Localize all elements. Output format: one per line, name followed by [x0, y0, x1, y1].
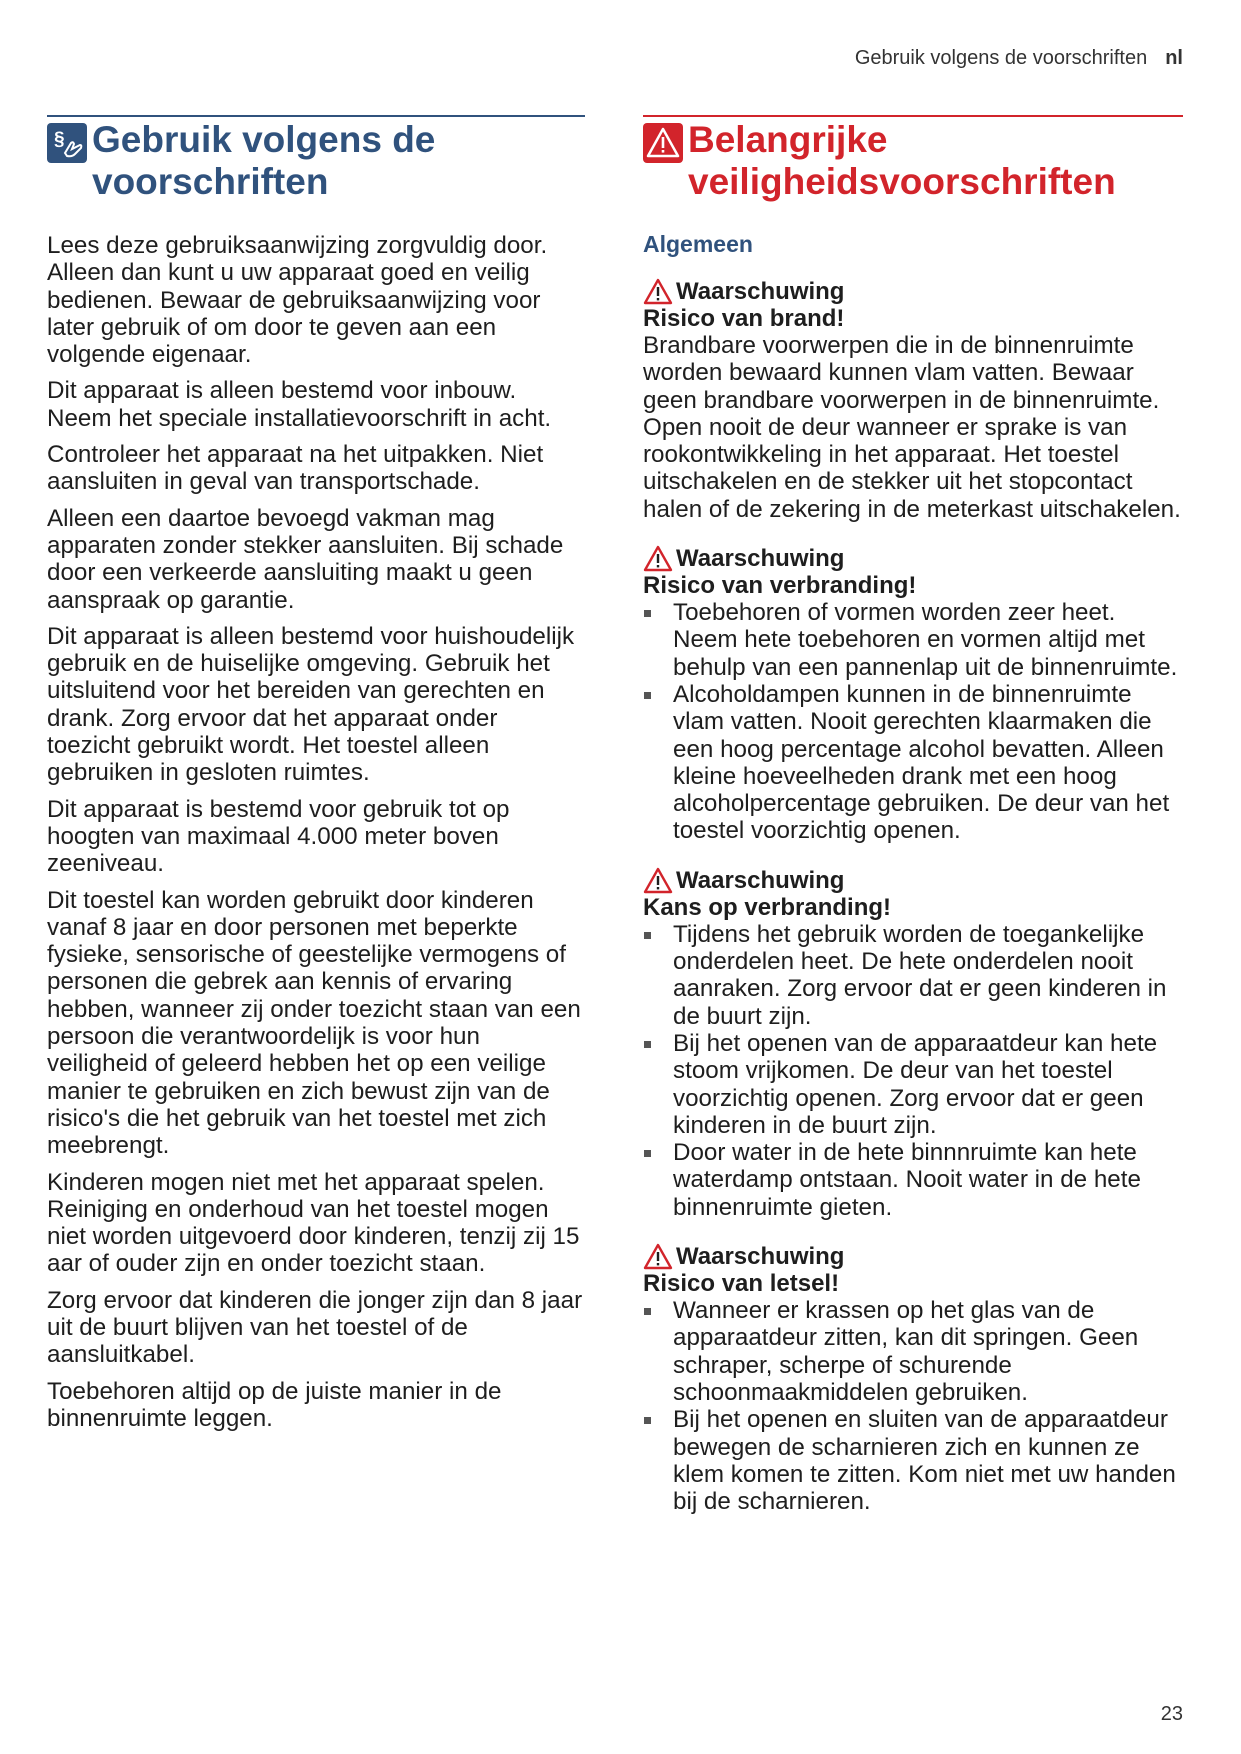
intended-use-title [47, 119, 585, 203]
title-line-1: Gebruik volgens de [92, 119, 436, 160]
warning-heading [643, 867, 1183, 894]
risk-title: Risico van letsel! [643, 1270, 840, 1298]
warning-block [643, 278, 1183, 523]
list-item: Wanneer er krassen op het glas van de apparaatdeur zitten, kan dit springen. Geen schraper, scherpe of schurende schoonmaakmiddelen gebruiken. [643, 1297, 1183, 1406]
paragraph: Kinderen mogen niet met het apparaat spelen. Reiniging en onderhoud van het toestel mogen niet worden uitgevoerd door kinderen, tenzij zij 15 aar of ouder zijn en onder toezicht staan. [47, 1168, 580, 1278]
hand-instruction-icon [47, 123, 87, 163]
warning-label: Waarschuwing [676, 866, 845, 894]
warning-block [643, 867, 1183, 1221]
list-item: Bij het openen en sluiten van de apparaatdeur bewegen de scharnieren zich en kunnen ze klem komen te zitten. Kom niet met uw handen bij de scharnieren. [643, 1406, 1183, 1515]
warning-triangle-icon [643, 278, 673, 305]
warning-list [643, 1297, 1183, 1515]
language-code: nl [1165, 47, 1183, 69]
page-number: 23 [1160, 1703, 1183, 1725]
paragraph: Toebehoren altijd op de juiste manier in de binnenruimte leggen. [47, 1377, 502, 1432]
warning-block [643, 1243, 1183, 1515]
paragraph: Zorg ervoor dat kinderen die jonger zijn dan 8 jaar uit de buurt blijven van het toestel of de aansluitkabel. [47, 1286, 583, 1369]
paragraph: Dit apparaat is alleen bestemd voor inbouw. Neem het speciale installatievoorschrift in acht. [47, 377, 552, 432]
paragraph: Dit apparaat is bestemd voor gebruik tot op hoogten van maximaal 4.000 meter boven zeeniveau. [47, 795, 510, 878]
list-item: Tijdens het gebruik worden de toegankelijke onderdelen heet. De hete onderdelen nooit aanraken. Zorg ervoor dat er geen kinderen in de buurt zijn. [643, 921, 1183, 1030]
warning-label: Waarschuwing [676, 1243, 845, 1271]
paragraph: Dit apparaat is alleen bestemd voor huishoudelijk gebruik en de huiselijke omgeving. Gebruik het uitsluitend voor het bereiden van gerechten en drank. Zorg ervoor dat het apparaat onder toezicht gebruikt wordt. Het toestel alleen gebruiken in gesloten ruimtes. [47, 622, 575, 787]
title-line-1: Belangrijke [688, 119, 888, 160]
risk-title: Risico van verbranding! [643, 572, 917, 600]
risk-title: Risico van brand! [643, 305, 845, 332]
warning-triangle-icon [643, 867, 673, 894]
section-heading-general: Algemeen [643, 231, 753, 257]
warning-label: Waarschuwing [676, 278, 845, 305]
title-line-2: voorschriften [92, 161, 329, 202]
warning-box-icon [643, 123, 683, 163]
list-item: Bij het openen van de apparaatdeur kan hete stoom vrijkomen. De deur van het toestel voorzichtig openen. Zorg ervoor dat er geen kinderen in de buurt zijn. [643, 1030, 1183, 1139]
warning-heading [643, 545, 1183, 572]
paragraph: Dit toestel kan worden gebruikt door kinderen vanaf 8 jaar en door personen met beperkte fysieke, sensorische of geestelijke vermogens of personen die gebrek aan kennis of ervaring hebben, wanneer zij onder toezicht staan van een persoon die verantwoordelijk is voor hun veiligheid of geleerd hebben het op een veilige manier te gebruiken en zich bewust zijn van de risico's die het gebruik van het toestel met zich meebrengt. [47, 886, 581, 1160]
warning-triangle-icon [643, 1243, 673, 1270]
intended-use-body [47, 232, 585, 1432]
warning-list [643, 921, 1183, 1221]
list-item: Alcoholdampen kunnen in de binnenruimte vlam vatten. Nooit gerechten klaarmaken die een hoog percentage alcohol bevatten. Alleen kleine hoeveelheden drank met een hoog alcoholpercentage gebruiken. De deur van het toestel voorzichtig openen. [643, 681, 1183, 845]
safety-section [643, 115, 1183, 1537]
paragraph: Controleer het apparaat na het uitpakken. Niet aansluiten in geval van transportschade. [47, 441, 544, 496]
intended-use-section [47, 115, 585, 1441]
title-line-2: veiligheidsvoorschriften [688, 161, 1116, 202]
warning-text: Brandbare voorwerpen die in de binnenruimte worden bewaard kunnen vlam vatten. Bewaar geen brandbare voorwerpen in de binnenruimte. Open nooit de deur wanneer er sprake is van rookontwikkeling in het apparaat. Het toestel uitschakelen en de stekker uit het stopcontact halen of de zekering in de meterkast uitschakelen. [643, 332, 1181, 523]
running-header [855, 47, 1183, 70]
paragraph: Lees deze gebruiksaanwijzing zorgvuldig door. Alleen dan kunt u uw apparaat goed en veilig bedienen. Bewaar de gebruiksaanwijzing voor later gebruik of om door te geven aan een volgende eigenaar. [47, 232, 548, 369]
warning-label: Waarschuwing [676, 545, 845, 573]
risk-title: Kans op verbranding! [643, 893, 892, 921]
safety-title [643, 119, 1183, 203]
list-item: Toebehoren of vormen worden zeer heet. Neem hete toebehoren en vormen altijd met behulp van een pannenlap uit de binnenruimte. [643, 599, 1183, 681]
paragraph: Alleen een daartoe bevoegd vakman mag apparaten zonder stekker aansluiten. Bij schade door een verkeerde aansluiting maakt u geen aanspraak op garantie. [47, 504, 564, 614]
warning-block [643, 545, 1183, 845]
warning-heading [643, 1243, 1183, 1270]
title-rule [47, 115, 585, 117]
svg-text:§: § [54, 129, 65, 150]
list-item: Door water in de hete binnnruimte kan hete waterdamp ontstaan. Nooit water in de hete binnenruimte gieten. [643, 1139, 1183, 1221]
title-rule [643, 115, 1183, 117]
warning-heading [643, 278, 1183, 305]
warning-triangle-icon [643, 545, 673, 572]
header-title: Gebruik volgens de voorschriften [854, 47, 1148, 69]
warning-list [643, 599, 1183, 845]
